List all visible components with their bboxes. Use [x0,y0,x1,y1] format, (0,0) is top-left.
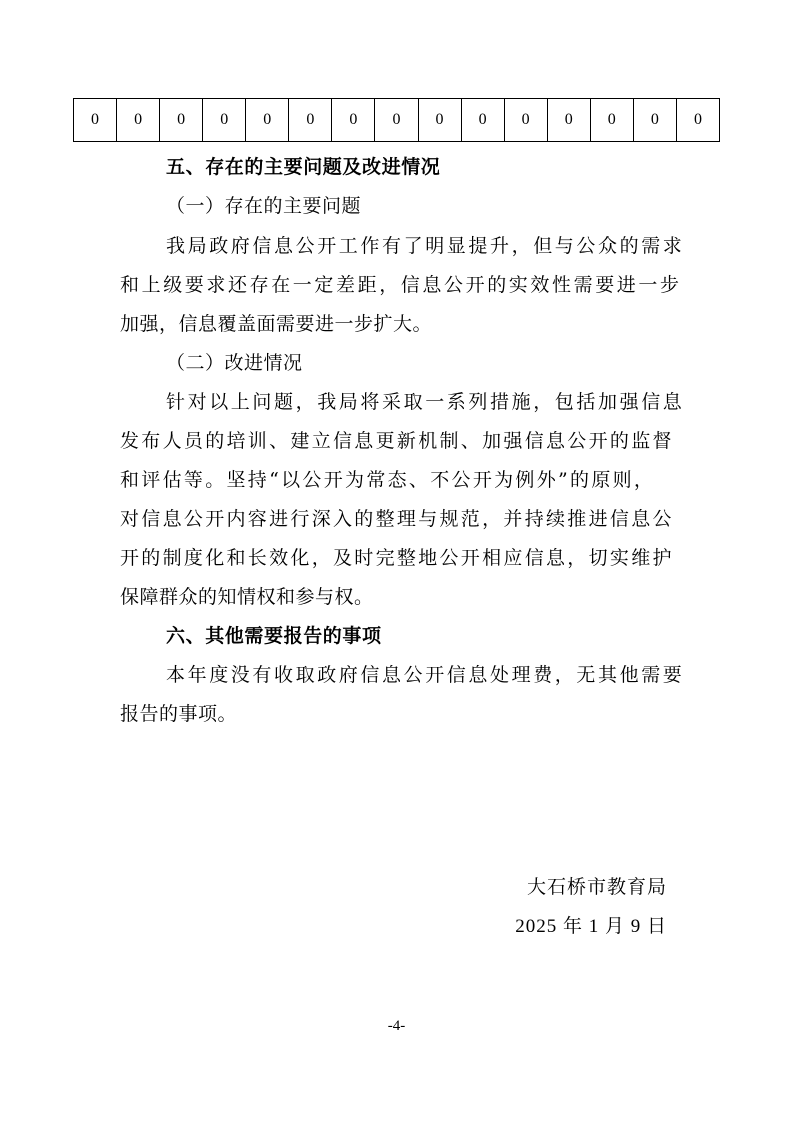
table-cell: 0 [246,99,289,142]
paragraph-line: 和评估等。坚持“以公开为常态、不公开为例外”的原则， [120,469,656,491]
paragraph-line: 针对以上问题，我局将采取一系列措施，包括加强信息 [166,391,685,413]
data-table-row [73,98,720,142]
table-cell: 0 [418,99,461,142]
table-cell: 0 [160,99,203,142]
table-cell: 0 [504,99,547,142]
table-cell: 0 [203,99,246,142]
table-row [74,99,720,142]
section-heading-other-matters: 六、其他需要报告的事项 [166,625,382,647]
table-cell: 0 [332,99,375,142]
section-heading-problems: 五、存在的主要问题及改进情况 [166,156,441,178]
subheading-improvements: （二）改进情况 [166,352,303,374]
table-cell: 0 [74,99,117,142]
table-cell: 0 [633,99,676,142]
paragraph-line: 发布人员的培训、建立信息更新机制、加强信息公开的监督 [120,430,674,452]
paragraph-line: 开的制度化和长效化，及时完整地公开相应信息，切实维护 [120,547,674,569]
table-cell: 0 [547,99,590,142]
table-cell: 0 [289,99,332,142]
paragraph-line: 报告的事项。 [120,703,238,725]
table-cell: 0 [375,99,418,142]
paragraph-line: 和上级要求还存在一定差距，信息公开的实效性需要进一步 [120,274,682,296]
table-cell: 0 [676,99,719,142]
subheading-main-problems: （一）存在的主要问题 [166,195,362,217]
table-cell: 0 [461,99,504,142]
paragraph-line: 保障群众的知情权和参与权。 [120,586,374,608]
table-cell: 0 [117,99,160,142]
paragraph-line: 我局政府信息公开工作有了明显提升，但与公众的需求 [166,235,685,257]
table-cell: 0 [590,99,633,142]
signature-date: 2025 年 1 月 9 日 [515,916,667,937]
paragraph-line: 本年度没有收取政府信息公开信息处理费，无其他需要 [166,664,685,686]
page-number: -4- [387,1018,406,1034]
paragraph-line: 对信息公开内容进行深入的整理与规范，并持续推进信息公 [120,508,674,530]
signature-org: 大石桥市教育局 [526,876,667,898]
paragraph-line: 加强，信息覆盖面需要进一步扩大。 [120,313,433,335]
